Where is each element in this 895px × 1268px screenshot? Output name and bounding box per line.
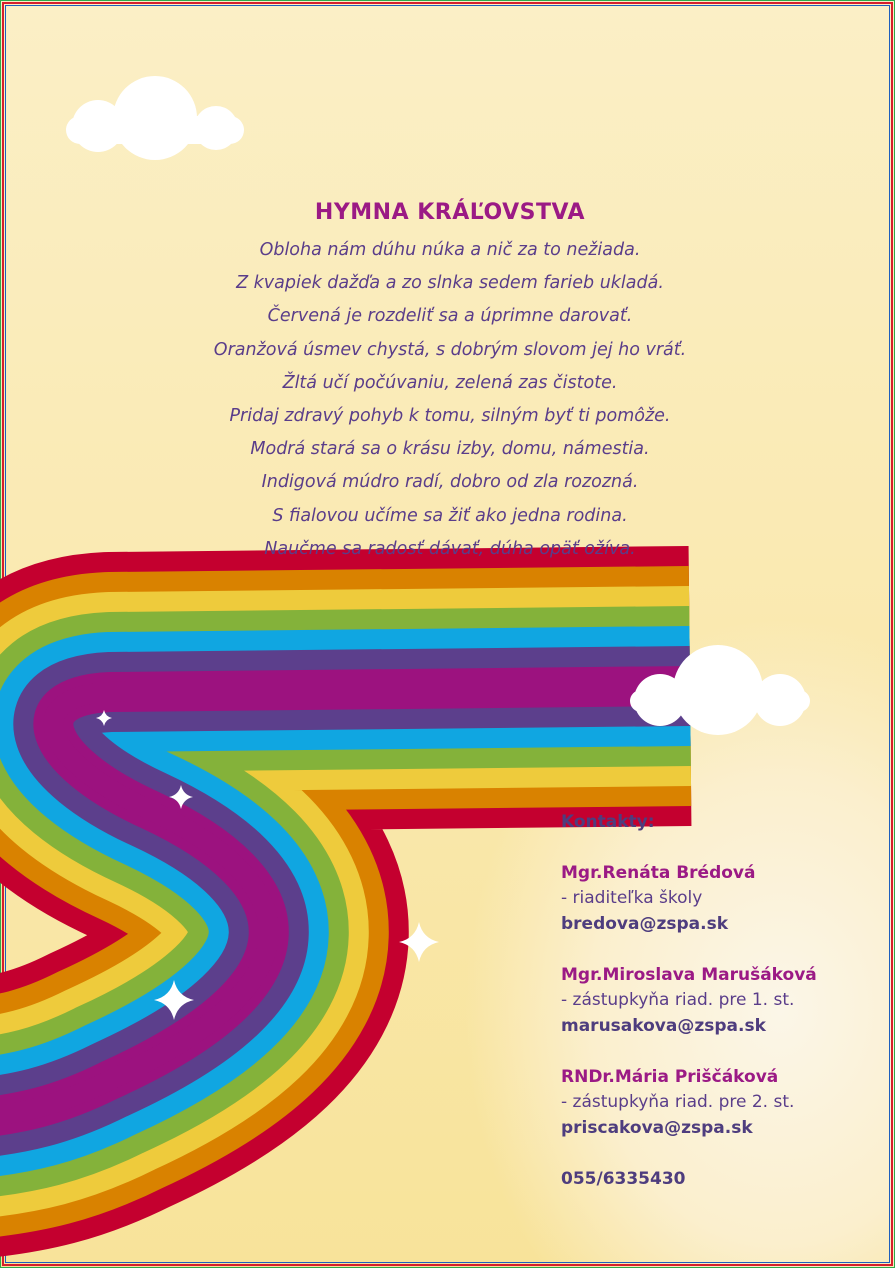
poem-line: Červená je rozdeliť sa a úprimne darovať. [267,306,633,327]
contact-role: - riaditeľka školy [561,888,703,908]
poem-line: Modrá stará sa o krásu izby, domu, námestia. [250,439,650,460]
poem-line: Žltá učí počúvaniu, zelená zas čistote. [282,372,618,393]
poem-line: Obloha nám dúhu núka a nič za to nežiada. [259,240,641,260]
poem-title: HYMNA KRÁĽOVSTVA [314,200,586,225]
contact-card [561,861,861,938]
poem-line: Indigová múdro radí, dobro od zla rozozná. [261,472,639,493]
poem [150,198,750,566]
contact-name: Mgr.Renáta Brédová [561,862,756,883]
poem-line: Z kvapiek dažďa a zo slnka sedem farieb ukladá. [236,273,664,294]
contact-role: - zástupkyňa riad. pre 1. st. [561,990,795,1010]
contact-email-link[interactable]: marusakova@zspa.sk [561,1015,766,1036]
contact-email-link[interactable]: bredova@zspa.sk [561,913,729,934]
contact-phone[interactable]: 055/6335430 [561,1168,686,1189]
poem-line: Pridaj zdravý pohyb k tomu, silným byť ti pomôže. [229,406,671,427]
contact-name: Mgr.Miroslava Marušáková [561,964,817,985]
poem-line: Oranžová úsmev chystá, s dobrým slovom jej ho vráť. [213,339,687,360]
poem-line: Naučme sa radosť dávať, dúha opäť ožíva. [264,538,636,559]
contact-role: - zástupkyňa riad. pre 2. st. [561,1092,795,1112]
poem-line: S fialovou učíme sa žiť ako jedna rodina. [272,505,628,526]
cloud-icon [66,76,244,160]
contacts-heading: Kontakty: [561,812,655,832]
contact-card [561,963,861,1040]
contact-email-link[interactable]: priscakova@zspa.sk [561,1117,753,1138]
contacts-section [561,810,861,1192]
contact-card [561,1065,861,1142]
contact-name: RNDr.Mária Priščáková [561,1066,779,1087]
